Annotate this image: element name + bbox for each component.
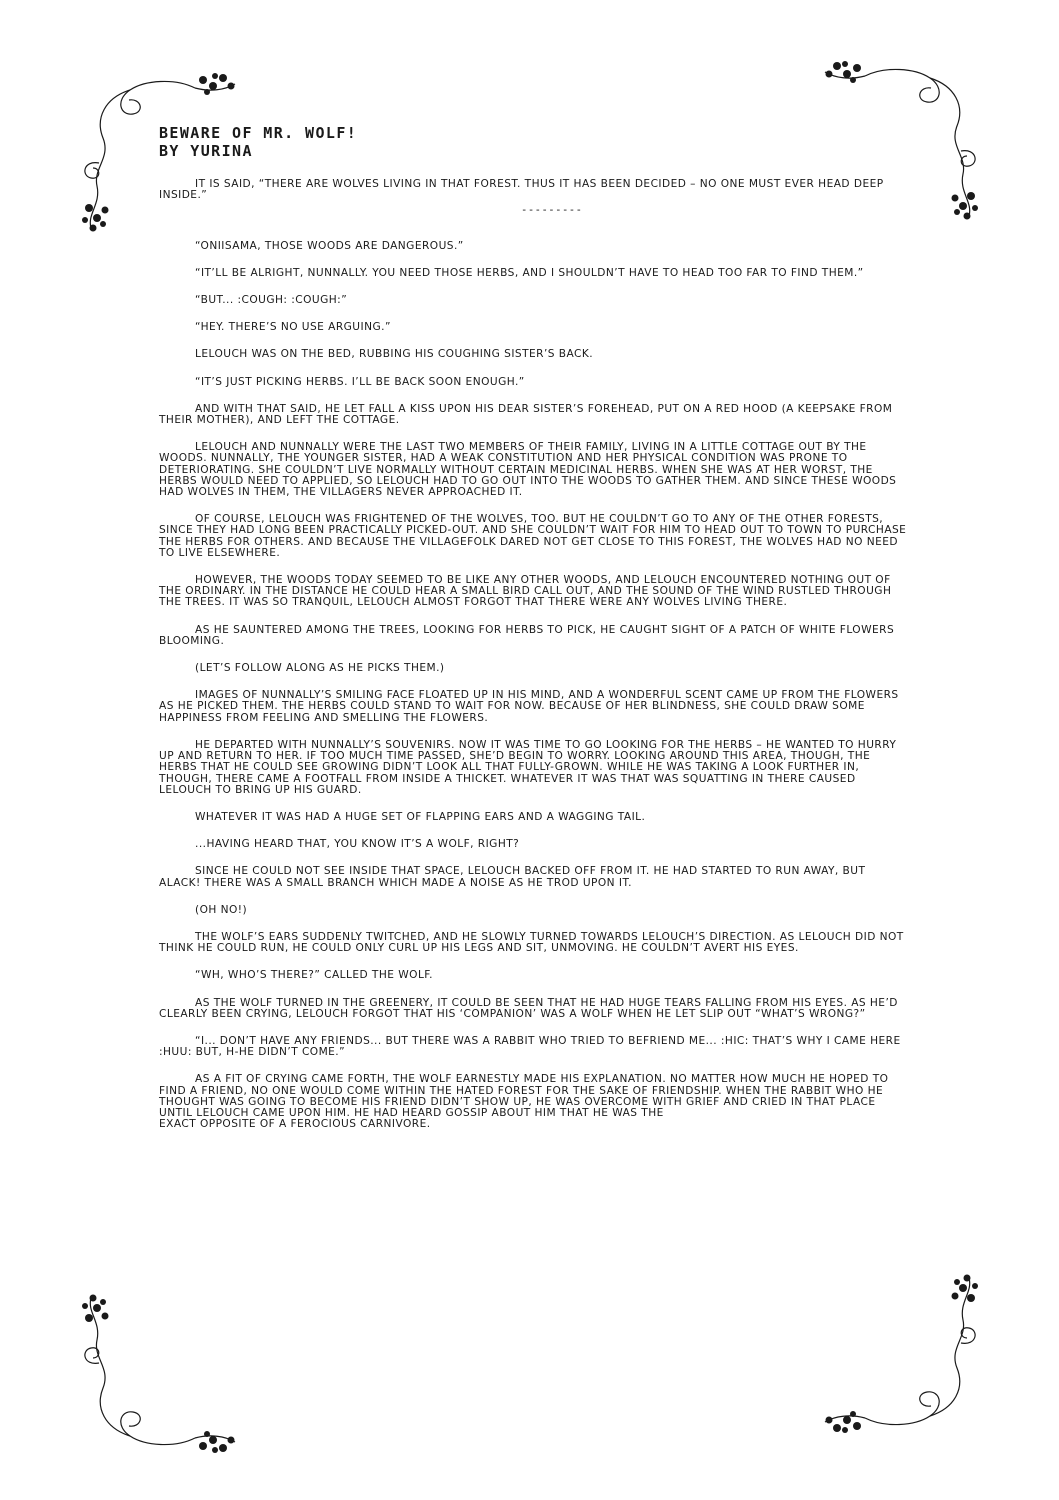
paragraph: LELOUCH AND NUNNALLY WERE THE LAST TWO MEMBERS OF THEIR FAMILY, LIVING IN A LITTLE COTTAGE OUT BY THE WOODS. NUNNALLY, THE YOUNGER SISTER, HAD A WEAK CONSTITUTION AND HER PHYSICAL CONDITION WAS PRONE TO DETERIORATING. SHE COULDN’T LIVE NORMALLY WITHOUT CERTAIN MEDICINAL HERBS. WHEN SHE WAS AT HER WORST, THE HERBS WOULD NEED TO APPLIED, SO LELOUCH HAD TO GO OUT INTO THE WOODS TO GATHER THEM. AND SINCE THESE WOODS HAD WOLVES IN THEM, THE VILLAGERS NEVER APPROACHED IT.: [159, 441, 897, 499]
paragraph: “HEY. THERE’S NO USE ARGUING.”: [195, 321, 391, 334]
paragraph: AS HE SAUNTERED AMONG THE TREES, LOOKING FOR HERBS TO PICK, HE CAUGHT SIGHT OF A PATCH OF WHITE FLOWERS BLOOMING.: [159, 623, 895, 647]
paragraph: “IT’S JUST PICKING HERBS. I’LL BE BACK SOON ENOUGH.”: [195, 375, 525, 388]
paragraph: (OH NO!): [195, 903, 248, 916]
paragraph: “IT’LL BE ALRIGHT, NUNNALLY. YOU NEED THOSE HERBS, AND I SHOULDN’T HAVE TO HEAD TOO FAR TO FIND THEM.”: [195, 266, 864, 279]
paragraph: “ONIISAMA, THOSE WOODS ARE DANGEROUS.”: [195, 239, 464, 252]
paragraph: WHATEVER IT WAS HAD A HUGE SET OF FLAPPING EARS AND A WAGGING TAIL.: [195, 810, 646, 823]
paragraph: IMAGES OF NUNNALLY’S SMILING FACE FLOATED UP IN HIS MIND, AND A WONDERFUL SCENT CAME UP FROM THE FLOWERS AS HE PICKED THEM. THE HERBS COULD STAND TO WAIT FOR NOW. BECAUSE OF HER BLINDNESS, SHE COULD DRAW SOME HAPPINESS FROM FEELING AND SMELLING THE FLOWERS.: [159, 689, 899, 724]
paragraph: SINCE HE COULD NOT SEE INSIDE THAT SPACE, LELOUCH BACKED OFF FROM IT. HE HAD STARTED TO RUN AWAY, BUT ALACK! THERE WAS A SMALL BRANCH WHICH MADE A NOISE AS HE TROD UPON IT.: [159, 865, 866, 889]
paragraph: EXACT OPPOSITE OF A FEROCIOUS CARNIVORE.: [159, 1118, 431, 1131]
paragraph: “WH, WHO’S THERE?” CALLED THE WOLF.: [195, 969, 433, 982]
story-title-block: [159, 124, 859, 160]
paragraph: HOWEVER, THE WOODS TODAY SEEMED TO BE LIKE ANY OTHER WOODS, AND LELOUCH ENCOUNTERED NOTHING OUT OF THE ORDINARY. IN THE DISTANCE HE COULD HEAR A SMALL BIRD CALL OUT, AND THE SOUND OF THE WIND RUSTLED THROUGH THE TREES. IT WAS SO TRANQUIL, LELOUCH ALMOST FORGOT THAT THERE WERE ANY WOLVES LIVING THERE.: [159, 574, 892, 609]
paragraph: “BUT... :COUGH: :COUGH:”: [195, 294, 348, 307]
scene-separator: ---------: [521, 204, 583, 217]
paragraph: HE DEPARTED WITH NUNNALLY’S SOUVENIRS. NOW IT WAS TIME TO GO LOOKING FOR THE HERBS – HE WANTED TO HURRY UP AND RETURN TO HER. IF TOO MUCH TIME PASSED, SHE’D BEGIN TO WORRY. LOOKING AROUND THIS AREA, THOUGH, THE HERBS THAT HE COULD SEE GROWING DIDN’T LOOK ALL THAT FULLY-GROWN. WHILE HE WAS TAKING A LOOK FURTHER IN, THOUGH, THERE CAME A FOOTFALL FROM INSIDE A THICKET. WHATEVER IT WAS THAT WAS SQUATTING IN THERE CAUSED LELOUCH TO BRING UP HIS GUARD.: [159, 738, 897, 796]
paragraph: (LET’S FOLLOW ALONG AS HE PICKS THEM.): [195, 662, 445, 675]
paragraph: THE WOLF’S EARS SUDDENLY TWITCHED, AND HE SLOWLY TURNED TOWARDS LELOUCH’S DIRECTION. AS LELOUCH DID NOT THINK HE COULD RUN, HE COULD ONLY CURL UP HIS LEGS AND SIT, UNMOVING. HE COULDN’T AVERT HIS EYES.: [159, 930, 904, 955]
vine-flourish-icon: [75, 1278, 275, 1458]
paragraph: AS THE WOLF TURNED IN THE GREENERY, IT COULD BE SEEN THAT HE HAD HUGE TEARS FALLING FROM HIS EYES. AS HE’D CLEARLY BEEN CRYING, LELOUCH FORGOT THAT HIS ‘COMPANION’ WAS A WOLF WHEN HE LET SLIP OUT “WHAT’S WRONG?”: [159, 996, 898, 1020]
paragraph: AND WITH THAT SAID, HE LET FALL A KISS UPON HIS DEAR SISTER’S FOREHEAD, PUT ON A RED HOOD (A KEEPSAKE FROM THEIR MOTHER), AND LEFT THE COTTAGE.: [159, 402, 893, 427]
vine-flourish-icon: [785, 1258, 985, 1438]
paragraph: AS A FIT OF CRYING CAME FORTH, THE WOLF EARNESTLY MADE HIS EXPLANATION. NO MATTER HOW MUCH HE HOPED TO FIND A FRIEND, NO ONE WOULD COME WITHIN THE HATED FOREST FOR THE SAKE OF FRIENDSHIP. WHEN THE RABBIT WHO HE THOUGHT WAS GOING TO BECOME HIS FRIEND DIDN’T SHOW UP, HE WAS OVERCOME WITH GRIEF AND CRIED IN THAT PLACE UNTIL LELOUCH CAME UPON HIM. HE HAD HEARD GOSSIP ABOUT HIM THAT HE WAS THE: [159, 1073, 889, 1119]
paragraph: IT IS SAID, “THERE ARE WOLVES LIVING IN THAT FOREST. THUS IT HAS BEEN DECIDED – NO ONE MUST EVER HEAD DEEP INSIDE.”: [159, 178, 884, 202]
story-title: BEWARE OF MR. WOLF!: [159, 124, 358, 142]
paragraph: “I... DON’T HAVE ANY FRIENDS... BUT THERE WAS A RABBIT WHO TRIED TO BEFRIEND ME... :HIC: THAT’S WHY I CAME HERE :HUU: BUT, H-HE DIDN’T COME.”: [159, 1034, 901, 1059]
story-body: [159, 179, 907, 1146]
paragraph: LELOUCH WAS ON THE BED, RUBBING HIS COUGHING SISTER’S BACK.: [195, 348, 594, 361]
paragraph: OF COURSE, LELOUCH WAS FRIGHTENED OF THE WOLVES, TOO. BUT HE COULDN’T GO TO ANY OF THE OTHER FORESTS, SINCE THEY HAD LONG BEEN PRACTICALLY PICKED-OUT. AND SHE COULDN’T WAIT FOR HIM TO HEAD OUT TO TOWN TO PURCHASE THE HERBS FOR OTHERS. AND BECAUSE THE VILLAGEFOLK DARED NOT GET CLOSE TO THIS FOREST, THE WOLVES HAD NO NEED TO LIVE ELSEWHERE.: [159, 513, 907, 559]
paragraph: ...HAVING HEARD THAT, YOU KNOW IT’S A WOLF, RIGHT?: [195, 838, 520, 851]
story-author: BY YURINA: [159, 142, 253, 160]
